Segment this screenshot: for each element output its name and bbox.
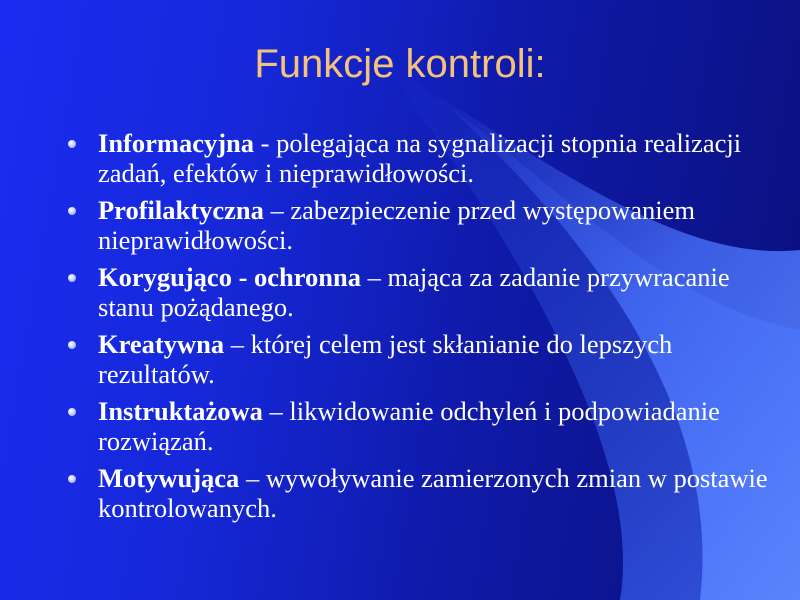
list-item — [64, 463, 774, 523]
list-item — [64, 195, 774, 255]
bullet-term: Instruktażowa — [98, 396, 263, 426]
bullet-text: – mająca za zadanie przywracanie stanu pożądanego. — [98, 262, 730, 322]
bullet-term: Motywująca — [98, 463, 240, 493]
bullet-text: – której celem jest skłanianie do lepszych rezultatów. — [98, 329, 673, 389]
bullet-dot-icon — [68, 140, 76, 148]
slide-title: Funkcje kontroli: — [254, 42, 546, 86]
list-item — [64, 262, 774, 322]
bullet-term: Informacyjna — [98, 128, 255, 158]
bullet-text: – wywoływanie zamierzonych zmian w postawie kontrolowanych. — [98, 463, 768, 523]
list-item — [64, 329, 774, 389]
bullet-term: Korygująco - ochronna — [98, 262, 362, 292]
list-item — [64, 396, 774, 456]
bullet-dot-icon — [68, 408, 76, 416]
bullet-dot-icon — [68, 341, 76, 349]
bullet-text: – likwidowanie odchyleń i podpowiadanie rozwiązań. — [98, 396, 720, 456]
bullet-dot-icon — [68, 274, 76, 282]
bullet-term: Kreatywna — [98, 329, 225, 359]
bullet-text: - polegająca na sygnalizacji stopnia realizacji zadań, efektów i nieprawidłowości. — [98, 128, 742, 188]
bullet-dot-icon — [68, 475, 76, 483]
list-item — [64, 128, 774, 188]
bullet-dot-icon — [68, 207, 76, 215]
bullet-text: – zabezpieczenie przed występowaniem nieprawidłowości. — [98, 195, 696, 255]
bullet-term: Profilaktyczna — [98, 195, 264, 225]
bullet-list — [64, 128, 774, 530]
